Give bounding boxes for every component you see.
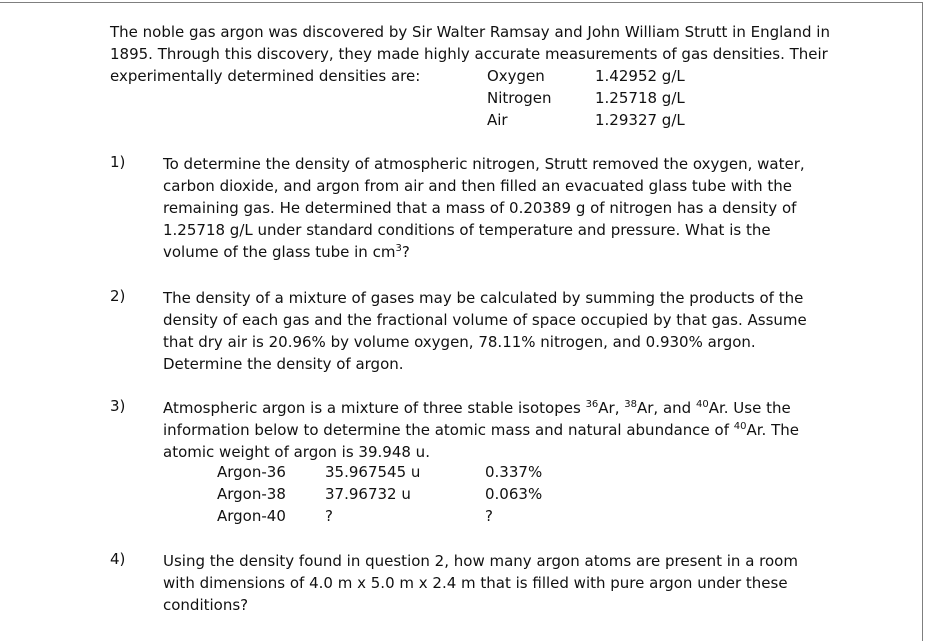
- gas-name-air: Air: [487, 111, 508, 129]
- question-1-last-line: [163, 241, 803, 263]
- isotope-row: [217, 463, 577, 485]
- text-span: Ar. The: [746, 421, 799, 439]
- superscript: 36: [585, 399, 599, 410]
- question-3-line: [163, 397, 803, 419]
- isotope-mass: 35.967545 u: [325, 463, 421, 481]
- text-span: Ar, and: [637, 399, 696, 417]
- density-oxygen: 1.42952 g/L: [595, 67, 685, 85]
- text-span: ?: [401, 243, 410, 261]
- question-3-text: [163, 397, 803, 463]
- intro-line: 1895. Through this discovery, they made highly accurate measurements of gas densities. Their: [110, 45, 828, 63]
- question-4-line: Using the density found in question 2, how many argon atoms are present in a room: [163, 552, 798, 570]
- isotope-row: [217, 485, 577, 507]
- question-2-line: density of each gas and the fractional volume of space occupied by that gas. Assume: [163, 311, 807, 329]
- question-2-line: The density of a mixture of gases may be calculated by summing the products of the: [163, 289, 804, 307]
- question-4-line: conditions?: [163, 596, 249, 614]
- text-span: Ar. Use the: [708, 399, 791, 417]
- text-span: information below to determine the atomic mass and natural abundance of: [163, 421, 734, 439]
- question-number-4: 4): [110, 550, 126, 568]
- question-1-line: remaining gas. He determined that a mass of 0.20389 g of nitrogen has a density of: [163, 199, 797, 217]
- density-air: 1.29327 g/L: [595, 111, 685, 129]
- question-3-line: atomic weight of argon is 39.948 u.: [163, 443, 430, 461]
- gas-name-nitrogen: Nitrogen: [487, 89, 552, 107]
- superscript: 40: [695, 399, 709, 410]
- superscript: 38: [624, 399, 637, 410]
- gas-name-oxygen: Oxygen: [487, 67, 545, 85]
- question-1-line: 1.25718 g/L under standard conditions of temperature and pressure. What is the: [163, 221, 771, 239]
- question-4-text: [163, 550, 803, 616]
- superscript: 3: [395, 243, 402, 254]
- question-number-1: 1): [110, 153, 126, 171]
- question-number-2: 2): [110, 287, 126, 305]
- isotope-mass: ?: [325, 507, 333, 525]
- density-nitrogen: 1.25718 g/L: [595, 89, 685, 107]
- intro-line: The noble gas argon was discovered by Sir Walter Ramsay and John William Strutt in England in: [110, 23, 830, 41]
- isotope-name: Argon-36: [217, 463, 286, 481]
- isotope-row: [217, 507, 577, 529]
- text-span: volume of the glass tube in cm: [163, 243, 396, 261]
- question-3-line: [163, 419, 803, 441]
- question-2-text: [163, 287, 807, 375]
- isotope-abundance: ?: [485, 507, 493, 525]
- superscript: 40: [733, 421, 747, 432]
- question-2-line: Determine the density of argon.: [163, 355, 404, 373]
- isotope-name: Argon-38: [217, 485, 286, 503]
- question-4-line: with dimensions of 4.0 m x 5.0 m x 2.4 m that is filled with pure argon under these: [163, 574, 788, 592]
- text-span: Atmospheric argon is a mixture of three stable isotopes: [163, 399, 586, 417]
- isotope-name: Argon-40: [217, 507, 286, 525]
- question-1-line: carbon dioxide, and argon from air and then filled an evacuated glass tube with the: [163, 177, 793, 195]
- question-number-3: 3): [110, 397, 126, 415]
- text-span: Ar,: [598, 399, 625, 417]
- question-1-line: To determine the density of atmospheric nitrogen, Strutt removed the oxygen, water,: [163, 155, 805, 173]
- question-2-line: that dry air is 20.96% by volume oxygen, 78.11% nitrogen, and 0.930% argon.: [163, 333, 756, 351]
- isotope-abundance: 0.063%: [485, 485, 543, 503]
- isotope-mass: 37.96732 u: [325, 485, 411, 503]
- intro-line: experimentally determined densities are:: [110, 67, 421, 85]
- isotope-abundance: 0.337%: [485, 463, 543, 481]
- question-1-text: [163, 153, 803, 263]
